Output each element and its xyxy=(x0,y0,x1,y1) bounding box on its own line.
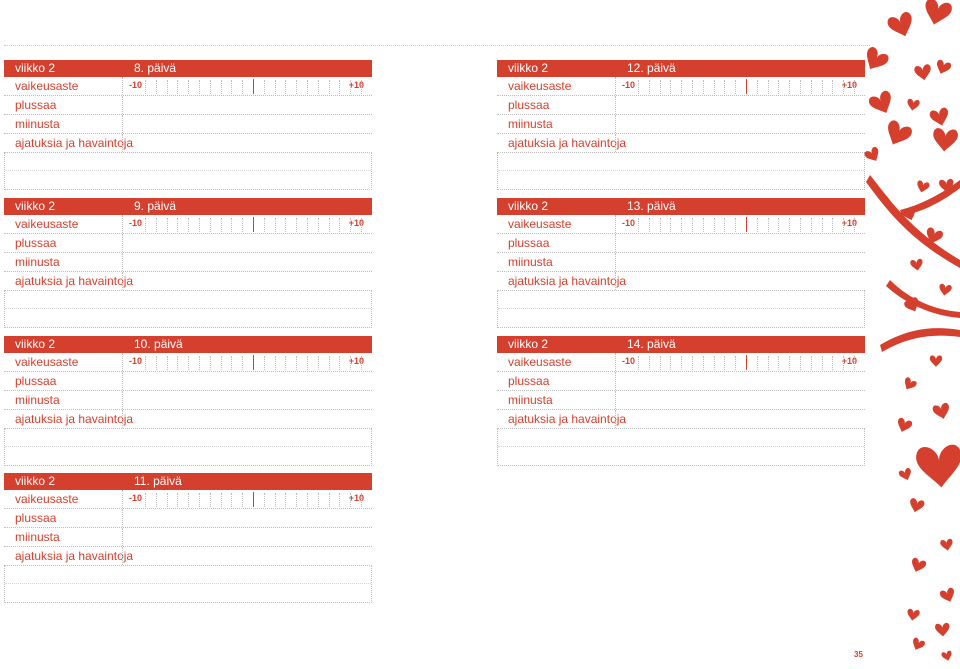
notes-area[interactable] xyxy=(4,429,372,466)
scale-tick xyxy=(318,80,319,94)
scale-tick xyxy=(275,493,276,507)
scale-tick xyxy=(296,218,297,232)
scale-tick xyxy=(231,218,232,232)
scale-tick xyxy=(692,218,693,232)
scale-tick xyxy=(167,80,168,94)
scale-tick xyxy=(832,80,833,94)
scale-tick xyxy=(692,356,693,370)
scale-tick xyxy=(242,356,243,370)
plus-label: plussaa xyxy=(15,236,57,250)
scale-min-label: -10 xyxy=(622,80,636,90)
notes-area[interactable] xyxy=(4,291,372,328)
difficulty-label: vaikeusaste xyxy=(15,79,79,93)
scale-tick xyxy=(145,218,146,232)
scale-tick xyxy=(177,493,178,507)
scale-min-label: -10 xyxy=(129,356,143,366)
plus-label: plussaa xyxy=(508,236,550,250)
scale-tick xyxy=(350,218,351,232)
scale-tick xyxy=(167,218,168,232)
plus-label: plussaa xyxy=(15,511,57,525)
scale-tick xyxy=(210,80,211,94)
difficulty-row xyxy=(4,77,372,96)
scale-tick xyxy=(350,356,351,370)
plus-row xyxy=(4,96,372,115)
notes-area[interactable] xyxy=(497,429,865,466)
week-label: viikko 2 xyxy=(15,337,56,351)
scale-tick xyxy=(231,356,232,370)
notes-area[interactable] xyxy=(497,153,865,190)
scale-zero-tick xyxy=(253,492,254,507)
scale-tick xyxy=(757,80,758,94)
difficulty-scale[interactable] xyxy=(615,353,865,371)
scale-tick xyxy=(242,218,243,232)
scale-tick xyxy=(188,80,189,94)
scale-max-label: +10 xyxy=(348,80,364,90)
scale-tick xyxy=(768,356,769,370)
scale-tick xyxy=(318,218,319,232)
notes-area[interactable] xyxy=(4,153,372,190)
scale-zero-tick xyxy=(746,79,747,94)
scale-tick xyxy=(789,218,790,232)
scale-tick xyxy=(843,356,844,370)
thoughts-row xyxy=(4,547,372,566)
journal-card xyxy=(4,60,372,190)
scale-tick xyxy=(156,356,157,370)
thoughts-row xyxy=(4,410,372,429)
scale-min-label: -10 xyxy=(622,218,636,228)
scale-tick xyxy=(703,80,704,94)
minus-row xyxy=(497,253,865,272)
difficulty-label: vaikeusaste xyxy=(15,492,79,506)
journal-card xyxy=(4,336,372,466)
scale-tick xyxy=(177,356,178,370)
scale-tick xyxy=(670,218,671,232)
scale-tick xyxy=(145,356,146,370)
thoughts-label: ajatuksia ja havaintoja xyxy=(508,274,627,288)
difficulty-scale[interactable] xyxy=(122,490,372,508)
plus-label: plussaa xyxy=(15,374,57,388)
plus-row xyxy=(497,372,865,391)
scale-tick xyxy=(800,218,801,232)
scale-tick xyxy=(649,80,650,94)
scale-tick xyxy=(649,356,650,370)
plus-label: plussaa xyxy=(508,98,550,112)
scale-tick xyxy=(724,80,725,94)
scale-tick xyxy=(156,218,157,232)
scale-min-label: -10 xyxy=(129,218,143,228)
minus-field[interactable] xyxy=(122,528,372,546)
thoughts-label: ajatuksia ja havaintoja xyxy=(508,136,627,150)
scale-tick xyxy=(822,218,823,232)
plus-row xyxy=(4,509,372,528)
scale-tick xyxy=(221,356,222,370)
scale-tick xyxy=(318,493,319,507)
difficulty-label: vaikeusaste xyxy=(508,79,572,93)
thoughts-label: ajatuksia ja havaintoja xyxy=(15,549,134,563)
scale-tick xyxy=(800,80,801,94)
minus-label: miinusta xyxy=(15,530,60,544)
minus-label: miinusta xyxy=(508,255,553,269)
day-label: 9. päivä xyxy=(134,199,177,213)
minus-row xyxy=(4,115,372,134)
scale-tick xyxy=(768,218,769,232)
plus-field[interactable] xyxy=(122,234,372,252)
difficulty-label: vaikeusaste xyxy=(508,217,572,231)
scale-tick xyxy=(649,218,650,232)
thoughts-row xyxy=(4,272,372,291)
scale-tick xyxy=(264,493,265,507)
scale-tick xyxy=(822,356,823,370)
minus-label: miinusta xyxy=(508,117,553,131)
plus-row xyxy=(4,372,372,391)
difficulty-scale[interactable] xyxy=(122,215,372,233)
scale-tick xyxy=(811,356,812,370)
scale-tick xyxy=(275,218,276,232)
thoughts-field[interactable] xyxy=(122,134,372,152)
journal-card xyxy=(497,336,865,466)
scale-tick xyxy=(789,80,790,94)
journal-card xyxy=(497,60,865,190)
scale-tick xyxy=(339,356,340,370)
scale-tick xyxy=(199,356,200,370)
scale-tick xyxy=(638,356,639,370)
plus-field[interactable] xyxy=(122,372,372,390)
scale-tick xyxy=(660,218,661,232)
scale-tick xyxy=(275,356,276,370)
minus-field[interactable] xyxy=(122,253,372,271)
scale-tick xyxy=(199,493,200,507)
scale-tick xyxy=(307,80,308,94)
scale-tick xyxy=(724,356,725,370)
notes-area[interactable] xyxy=(497,291,865,328)
scale-min-label: -10 xyxy=(129,493,143,503)
week-label: viikko 2 xyxy=(15,61,56,75)
minus-row xyxy=(497,115,865,134)
scale-tick xyxy=(681,356,682,370)
minus-field[interactable] xyxy=(615,115,865,133)
thoughts-field[interactable] xyxy=(615,134,865,152)
week-label: viikko 2 xyxy=(508,61,549,75)
scale-tick xyxy=(361,356,362,370)
scale-tick xyxy=(670,80,671,94)
scale-tick xyxy=(339,218,340,232)
minus-field[interactable] xyxy=(615,391,865,409)
scale-tick xyxy=(329,493,330,507)
scale-tick xyxy=(285,356,286,370)
plus-field[interactable] xyxy=(122,96,372,114)
scale-tick xyxy=(307,356,308,370)
thoughts-field[interactable] xyxy=(122,410,372,428)
scale-tick xyxy=(714,356,715,370)
scale-tick xyxy=(167,493,168,507)
card-header xyxy=(4,473,372,490)
week-label: viikko 2 xyxy=(15,199,56,213)
scale-tick xyxy=(329,356,330,370)
card-header xyxy=(497,198,865,215)
scale-tick xyxy=(199,218,200,232)
scale-tick xyxy=(811,218,812,232)
minus-label: miinusta xyxy=(15,117,60,131)
plus-field[interactable] xyxy=(615,234,865,252)
scale-zero-tick xyxy=(253,217,254,232)
thoughts-row xyxy=(497,272,865,291)
journal-card xyxy=(4,198,372,328)
scale-tick xyxy=(714,80,715,94)
minus-row xyxy=(4,528,372,547)
scale-tick xyxy=(350,493,351,507)
scale-tick xyxy=(789,356,790,370)
thoughts-row xyxy=(4,134,372,153)
scale-tick xyxy=(177,80,178,94)
scale-max-label: +10 xyxy=(348,218,364,228)
scale-tick xyxy=(264,356,265,370)
thoughts-label: ajatuksia ja havaintoja xyxy=(15,412,134,426)
thoughts-row xyxy=(497,410,865,429)
scale-tick xyxy=(822,80,823,94)
minus-label: miinusta xyxy=(15,393,60,407)
scale-tick xyxy=(329,80,330,94)
scale-tick xyxy=(329,218,330,232)
plus-field[interactable] xyxy=(615,96,865,114)
scale-max-label: +10 xyxy=(841,80,857,90)
scale-tick xyxy=(714,218,715,232)
week-label: viikko 2 xyxy=(508,199,549,213)
scale-tick xyxy=(188,356,189,370)
card-header xyxy=(4,198,372,215)
scale-tick xyxy=(681,218,682,232)
plus-field[interactable] xyxy=(615,372,865,390)
thoughts-label: ajatuksia ja havaintoja xyxy=(15,274,134,288)
scale-max-label: +10 xyxy=(348,493,364,503)
notes-area[interactable] xyxy=(4,566,372,603)
scale-tick xyxy=(660,80,661,94)
scale-zero-tick xyxy=(253,79,254,94)
scale-tick xyxy=(242,493,243,507)
scale-max-label: +10 xyxy=(841,356,857,366)
difficulty-scale[interactable] xyxy=(122,353,372,371)
day-label: 8. päivä xyxy=(134,61,177,75)
scale-zero-tick xyxy=(746,217,747,232)
day-label: 12. päivä xyxy=(627,61,676,75)
difficulty-row xyxy=(4,215,372,234)
scale-tick xyxy=(757,356,758,370)
scale-zero-tick xyxy=(746,355,747,370)
scale-tick xyxy=(735,218,736,232)
scale-tick xyxy=(231,493,232,507)
plus-label: plussaa xyxy=(508,374,550,388)
scale-tick xyxy=(145,80,146,94)
minus-row xyxy=(4,253,372,272)
scale-tick xyxy=(167,356,168,370)
minus-label: miinusta xyxy=(508,393,553,407)
scale-tick xyxy=(724,218,725,232)
scale-tick xyxy=(843,80,844,94)
scale-tick xyxy=(638,218,639,232)
scale-tick xyxy=(242,80,243,94)
minus-row xyxy=(4,391,372,410)
card-header xyxy=(497,60,865,77)
scale-tick xyxy=(811,80,812,94)
scale-tick xyxy=(210,493,211,507)
heart-branch-illustration xyxy=(850,0,960,669)
scale-tick xyxy=(296,80,297,94)
scale-tick xyxy=(735,356,736,370)
thoughts-row xyxy=(497,134,865,153)
difficulty-row xyxy=(497,353,865,372)
scale-tick xyxy=(339,80,340,94)
minus-field[interactable] xyxy=(615,253,865,271)
card-header xyxy=(4,60,372,77)
scale-tick xyxy=(318,356,319,370)
day-label: 13. päivä xyxy=(627,199,676,213)
scale-tick xyxy=(307,218,308,232)
scale-tick xyxy=(264,80,265,94)
scale-max-label: +10 xyxy=(348,356,364,366)
scale-tick xyxy=(145,493,146,507)
difficulty-scale[interactable] xyxy=(122,77,372,95)
scale-tick xyxy=(350,80,351,94)
difficulty-scale[interactable] xyxy=(615,77,865,95)
difficulty-row xyxy=(4,353,372,372)
page-number: 35 xyxy=(854,650,863,659)
scale-tick xyxy=(285,80,286,94)
difficulty-row xyxy=(497,215,865,234)
scale-tick xyxy=(703,356,704,370)
week-label: viikko 2 xyxy=(15,474,56,488)
difficulty-row xyxy=(497,77,865,96)
scale-tick xyxy=(638,80,639,94)
scale-tick xyxy=(188,218,189,232)
difficulty-label: vaikeusaste xyxy=(508,355,572,369)
scale-tick xyxy=(231,80,232,94)
scale-tick xyxy=(264,218,265,232)
scale-tick xyxy=(199,80,200,94)
card-header xyxy=(497,336,865,353)
scale-tick xyxy=(188,493,189,507)
scale-tick xyxy=(703,218,704,232)
scale-tick xyxy=(660,356,661,370)
thoughts-label: ajatuksia ja havaintoja xyxy=(15,136,134,150)
scale-tick xyxy=(692,80,693,94)
scale-tick xyxy=(778,80,779,94)
scale-tick xyxy=(285,218,286,232)
plus-field[interactable] xyxy=(122,509,372,527)
scale-tick xyxy=(778,218,779,232)
card-header xyxy=(4,336,372,353)
scale-tick xyxy=(361,80,362,94)
difficulty-label: vaikeusaste xyxy=(15,355,79,369)
plus-row xyxy=(497,96,865,115)
difficulty-label: vaikeusaste xyxy=(15,217,79,231)
scale-tick xyxy=(221,80,222,94)
scale-tick xyxy=(670,356,671,370)
scale-tick xyxy=(757,218,758,232)
minus-field[interactable] xyxy=(122,391,372,409)
scale-tick xyxy=(156,80,157,94)
scale-tick xyxy=(296,493,297,507)
top-dotted-rule xyxy=(4,45,870,46)
thoughts-field[interactable] xyxy=(615,410,865,428)
scale-tick xyxy=(221,493,222,507)
scale-tick xyxy=(210,218,211,232)
plus-label: plussaa xyxy=(15,98,57,112)
minus-row xyxy=(497,391,865,410)
scale-tick xyxy=(221,218,222,232)
difficulty-row xyxy=(4,490,372,509)
scale-max-label: +10 xyxy=(841,218,857,228)
scale-tick xyxy=(735,80,736,94)
scale-tick xyxy=(307,493,308,507)
scale-tick xyxy=(361,493,362,507)
plus-row xyxy=(497,234,865,253)
scale-tick xyxy=(843,218,844,232)
scale-zero-tick xyxy=(253,355,254,370)
scale-tick xyxy=(177,218,178,232)
scale-tick xyxy=(285,493,286,507)
scale-tick xyxy=(210,356,211,370)
week-label: viikko 2 xyxy=(508,337,549,351)
scale-tick xyxy=(832,218,833,232)
journal-card xyxy=(4,473,372,603)
scale-tick xyxy=(296,356,297,370)
day-label: 10. päivä xyxy=(134,337,183,351)
scale-tick xyxy=(800,356,801,370)
scale-tick xyxy=(768,80,769,94)
difficulty-scale[interactable] xyxy=(615,215,865,233)
minus-field[interactable] xyxy=(122,115,372,133)
scale-tick xyxy=(832,356,833,370)
scale-tick xyxy=(275,80,276,94)
scale-tick xyxy=(156,493,157,507)
thoughts-field[interactable] xyxy=(122,547,372,565)
day-label: 11. päivä xyxy=(134,474,182,488)
scale-tick xyxy=(361,218,362,232)
day-label: 14. päivä xyxy=(627,337,676,351)
thoughts-label: ajatuksia ja havaintoja xyxy=(508,412,627,426)
scale-tick xyxy=(339,493,340,507)
scale-min-label: -10 xyxy=(622,356,636,366)
thoughts-field[interactable] xyxy=(122,272,372,290)
minus-label: miinusta xyxy=(15,255,60,269)
scale-tick xyxy=(681,80,682,94)
scale-min-label: -10 xyxy=(129,80,143,90)
thoughts-field[interactable] xyxy=(615,272,865,290)
journal-card xyxy=(497,198,865,328)
plus-row xyxy=(4,234,372,253)
scale-tick xyxy=(778,356,779,370)
